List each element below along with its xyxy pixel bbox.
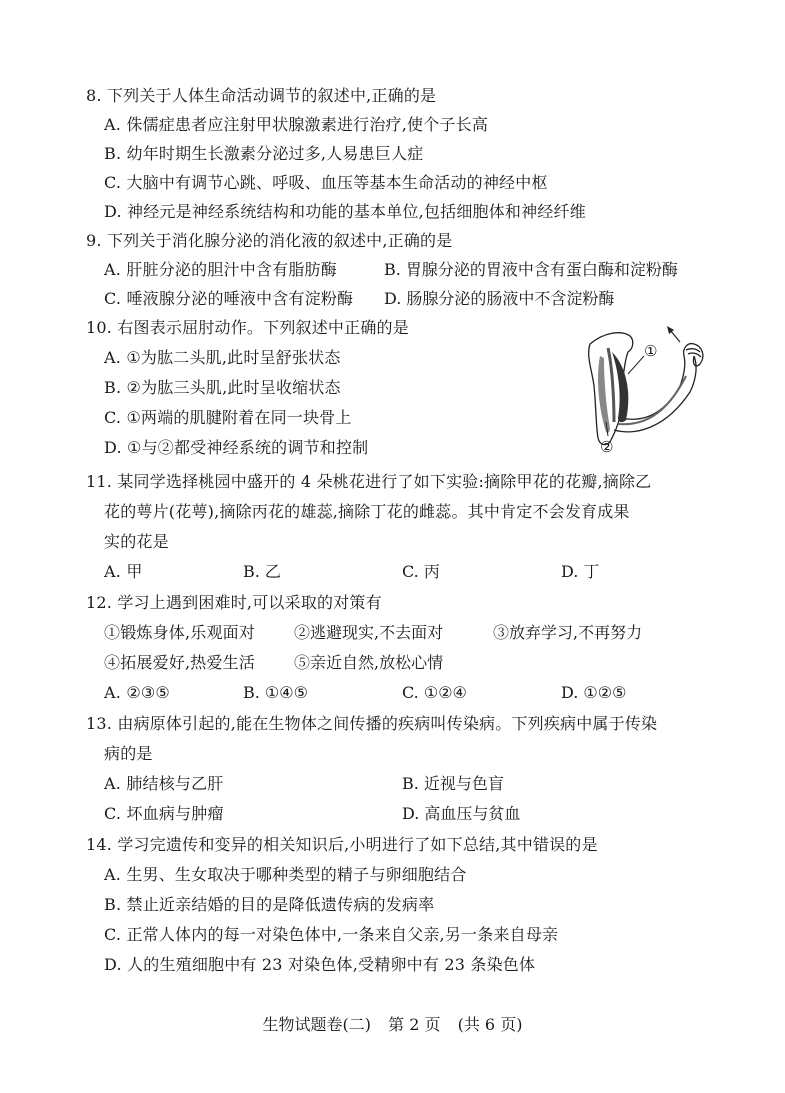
q8-option-d: D. 神经元是神经系统结构和功能的基本单位,包括细胞体和神经纤维	[104, 202, 586, 221]
q12-item-1: ①锻炼身体,乐观面对	[104, 623, 256, 642]
q12-item-4: ④拓展爱好,热爱生活	[104, 653, 256, 672]
q12-item-5: ⑤亲近自然,放松心情	[294, 653, 444, 672]
q12-item-2: ②逃避现实,不去面对	[294, 623, 444, 642]
footer-title: 生物试题卷(二)	[262, 1015, 372, 1034]
q13-stem-line2: 病的是	[104, 744, 153, 763]
q14-option-c: C. 正常人体内的每一对染色体中,一条来自父亲,另一条来自母亲	[104, 925, 559, 944]
q12-stem: 12. 学习上遇到困难时,可以采取的对策有	[86, 593, 382, 612]
q9-stem: 9. 下列关于消化腺分泌的消化液的叙述中,正确的是	[86, 231, 453, 250]
q11-option-a: A. 甲	[104, 562, 143, 581]
q10-option-c: C. ①两端的肌腱附着在同一块骨上	[104, 408, 352, 427]
q11-option-c: C. 丙	[402, 562, 440, 581]
figure-label-2: ②	[600, 438, 614, 456]
q10-stem: 10. 右图表示屈肘动作。下列叙述中正确的是	[86, 318, 409, 337]
q10-option-b: B. ②为肱三头肌,此时呈收缩状态	[104, 378, 341, 397]
q12-option-c: C. ①②④	[402, 683, 467, 702]
q12-item-3: ③放弃学习,不再努力	[493, 623, 643, 642]
q12-option-d: D. ①②⑤	[561, 683, 627, 702]
q8-option-a: A. 侏儒症患者应注射甲状腺激素进行治疗,使个子长高	[104, 115, 489, 134]
q9-option-b: B. 胃腺分泌的胃液中含有蛋白酶和淀粉酶	[384, 260, 678, 279]
q13-option-c: C. 坏血病与肿瘤	[104, 804, 224, 823]
footer-total-pages: (共 6 页)	[457, 1015, 523, 1034]
q8-option-b: B. 幼年时期生长激素分泌过多,人易患巨人症	[104, 144, 424, 163]
q9-option-a: A. 肝脏分泌的胆汁中含有脂肪酶	[104, 260, 337, 279]
q12-option-b: B. ①④⑤	[243, 683, 308, 702]
q9-option-d: D. 肠腺分泌的肠液中不含淀粉酶	[384, 289, 615, 308]
triceps-muscle	[598, 356, 610, 433]
q13-option-d: D. 高血压与贫血	[402, 804, 521, 823]
q8-stem: 8. 下列关于人体生命活动调节的叙述中,正确的是	[86, 86, 437, 105]
q13-option-a: A. 肺结核与乙肝	[104, 774, 224, 793]
q11-stem-line3: 实的花是	[104, 532, 169, 551]
q11-stem-line1: 11. 某同学选择桃园中盛开的 4 朵桃花进行了如下实验:摘除甲花的花瓣,摘除乙	[86, 472, 652, 491]
q14-option-b: B. 禁止近亲结婚的目的是降低遗传病的发病率	[104, 895, 435, 914]
q11-stem-line2: 花的萼片(花萼),摘除丙花的雄蕊,摘除丁花的雌蕊。其中肯定不会发育成果	[104, 502, 630, 521]
arm-flexion-figure	[570, 326, 720, 456]
q14-option-a: A. 生男、生女取决于哪种类型的精子与卵细胞结合	[104, 865, 467, 884]
q11-option-b: B. 乙	[243, 562, 281, 581]
q12-option-a: A. ②③⑤	[104, 683, 170, 702]
q13-stem-line1: 13. 由病原体引起的,能在生物体之间传播的疾病叫传染病。下列疾病中属于传染	[86, 714, 658, 733]
q14-stem: 14. 学习完遗传和变异的相关知识后,小明进行了如下总结,其中错误的是	[86, 835, 598, 854]
q11-option-d: D. 丁	[561, 562, 600, 581]
q10-option-a: A. ①为肱二头肌,此时呈舒张状态	[104, 348, 341, 367]
page-footer	[0, 1014, 785, 1036]
figure-label-1: ①	[644, 342, 658, 360]
q14-option-d: D. 人的生殖细胞中有 23 对染色体,受精卵中有 23 条染色体	[104, 955, 536, 974]
footer-page-number: 第 2 页	[388, 1015, 441, 1034]
q13-option-b: B. 近视与色盲	[402, 774, 504, 793]
q8-option-c: C. 大脑中有调节心跳、呼吸、血压等基本生命活动的神经中枢	[104, 173, 548, 192]
q10-option-d: D. ①与②都受神经系统的调节和控制	[104, 438, 369, 457]
q9-option-c: C. 唾液腺分泌的唾液中含有淀粉酶	[104, 289, 354, 308]
